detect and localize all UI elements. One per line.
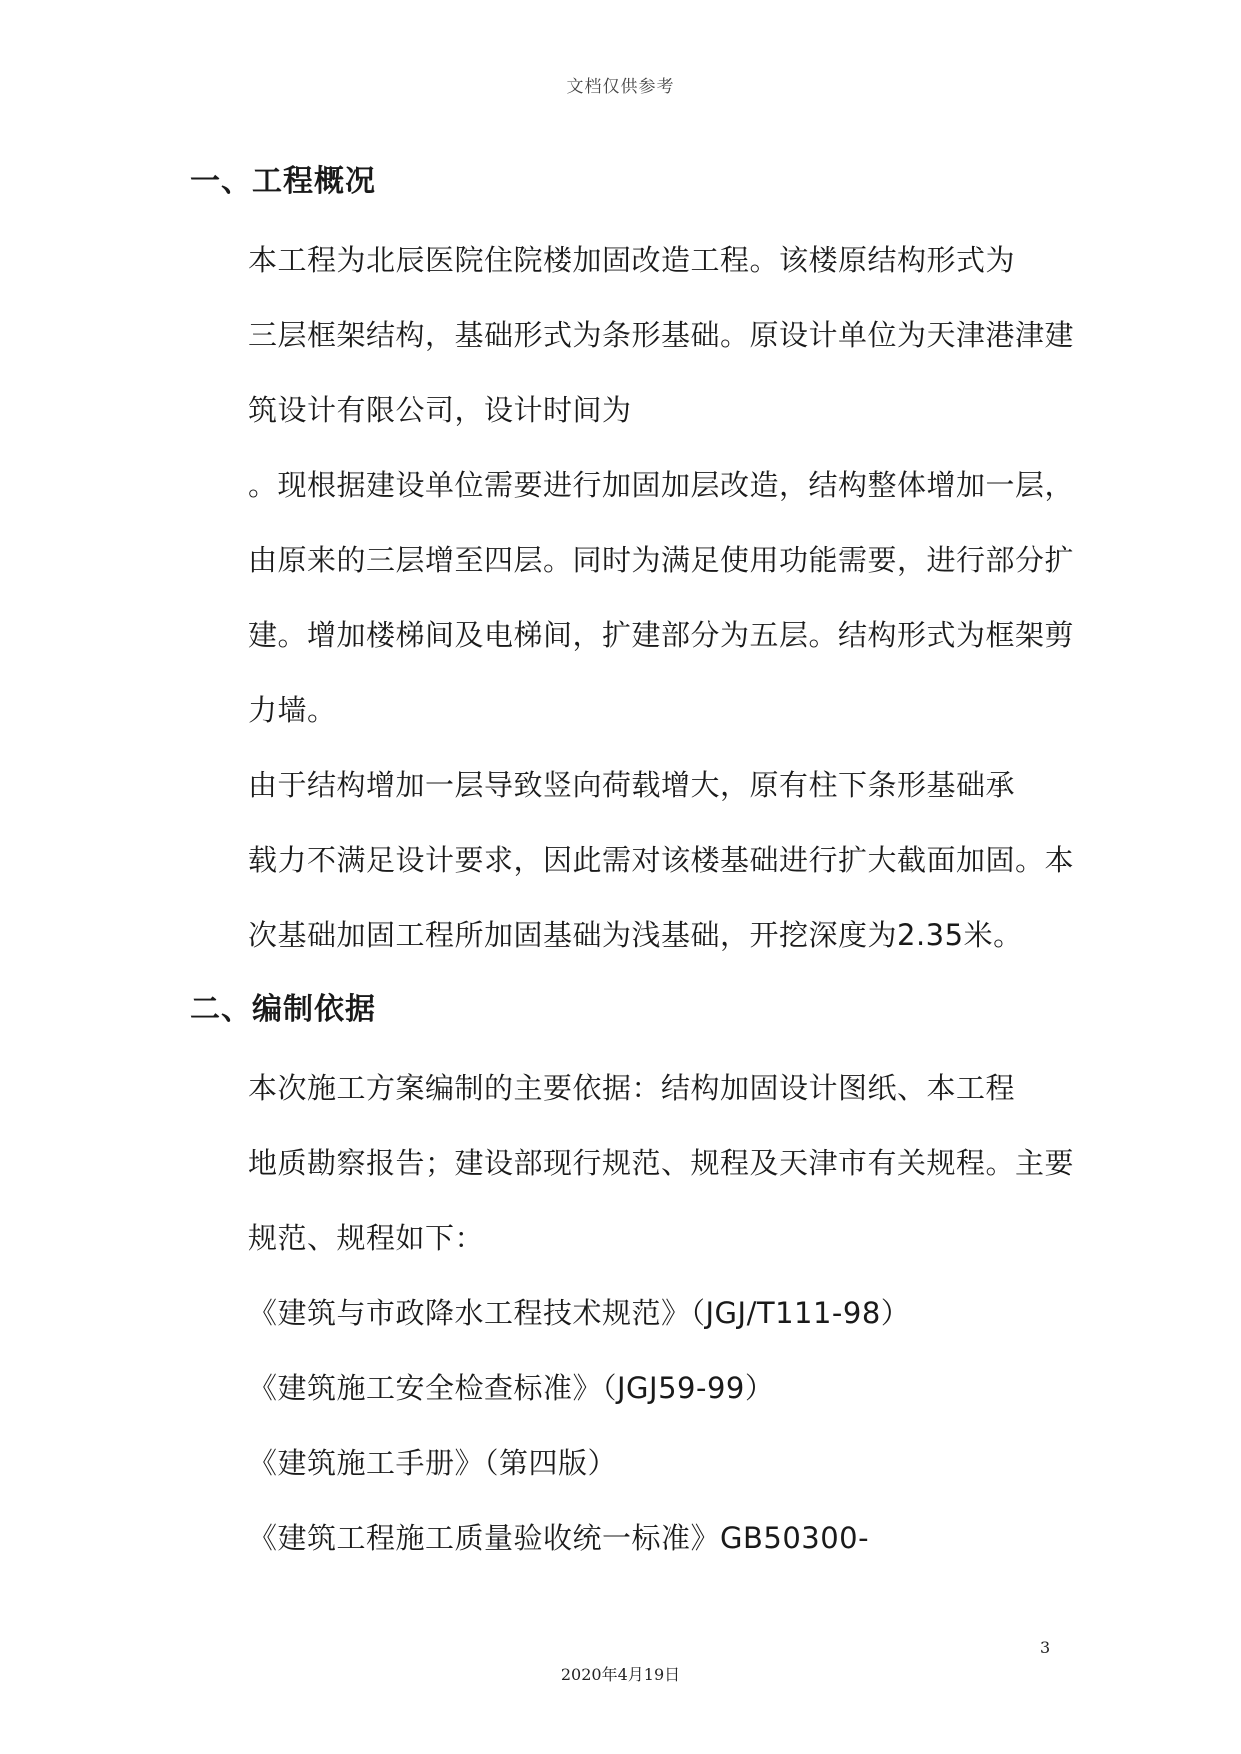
overview-paragraph-1 bbox=[190, 223, 1075, 748]
text-line: 载力不满足设计要求，因此需对该楼基础进行扩大截面加固。本 bbox=[248, 843, 1075, 877]
text-line: 建。增加楼梯间及电梯间，扩建部分为五层。结构形式为框架剪 bbox=[248, 618, 1075, 652]
text-line: 地质勘察报告；建设部现行规范、规程及天津市有关规程。主要 bbox=[248, 1146, 1075, 1180]
footer-date: 2020年4月19日 bbox=[560, 1665, 681, 1684]
text-line: 由于结构增加一层导致竖向荷载增大，原有柱下条形基础承 bbox=[248, 768, 1016, 802]
header-note: 文档仅供参考 bbox=[566, 77, 675, 97]
text-line: 三层框架结构，基础形式为条形基础。原设计单位为天津港津建 bbox=[248, 318, 1075, 352]
basis-paragraph-1 bbox=[190, 1051, 1075, 1276]
text-line: 本次施工方案编制的主要依据：结构加固设计图纸、本工程 bbox=[248, 1071, 1016, 1105]
text-line: 。现根据建设单位需要进行加固加层改造，结构整体增加一层， bbox=[248, 468, 1075, 502]
reference-item: 《建筑施工手册》（第四版） bbox=[248, 1446, 618, 1480]
section-heading-overview: 一、工程概况 bbox=[190, 164, 376, 199]
reference-item: 《建筑施工安全检查标准》（JGJ59-99） bbox=[248, 1371, 775, 1405]
text-line: 由原来的三层增至四层。同时为满足使用功能需要，进行部分扩 bbox=[248, 543, 1075, 577]
text-line: 本工程为北辰医院住院楼加固改造工程。该楼原结构形式为 bbox=[248, 243, 1016, 277]
document-body bbox=[190, 164, 1075, 1576]
text-line: 次基础加固工程所加固基础为浅基础，开挖深度为2.35米。 bbox=[248, 918, 1023, 952]
page-number: 3 bbox=[1040, 1638, 1051, 1657]
section-heading-basis: 二、编制依据 bbox=[190, 992, 376, 1027]
text-line: 力墙。 bbox=[248, 693, 337, 727]
reference-item: 《建筑与市政降水工程技术规范》（JGJ/T111-98） bbox=[248, 1296, 911, 1330]
overview-paragraph-2 bbox=[190, 748, 1075, 973]
reference-item: 《建筑工程施工质量验收统一标准》GB50300- bbox=[248, 1521, 870, 1555]
reference-list bbox=[190, 1276, 1040, 1576]
text-line: 规范、规程如下： bbox=[248, 1221, 485, 1255]
text-line: 筑设计有限公司，设计时间为 bbox=[248, 393, 632, 427]
